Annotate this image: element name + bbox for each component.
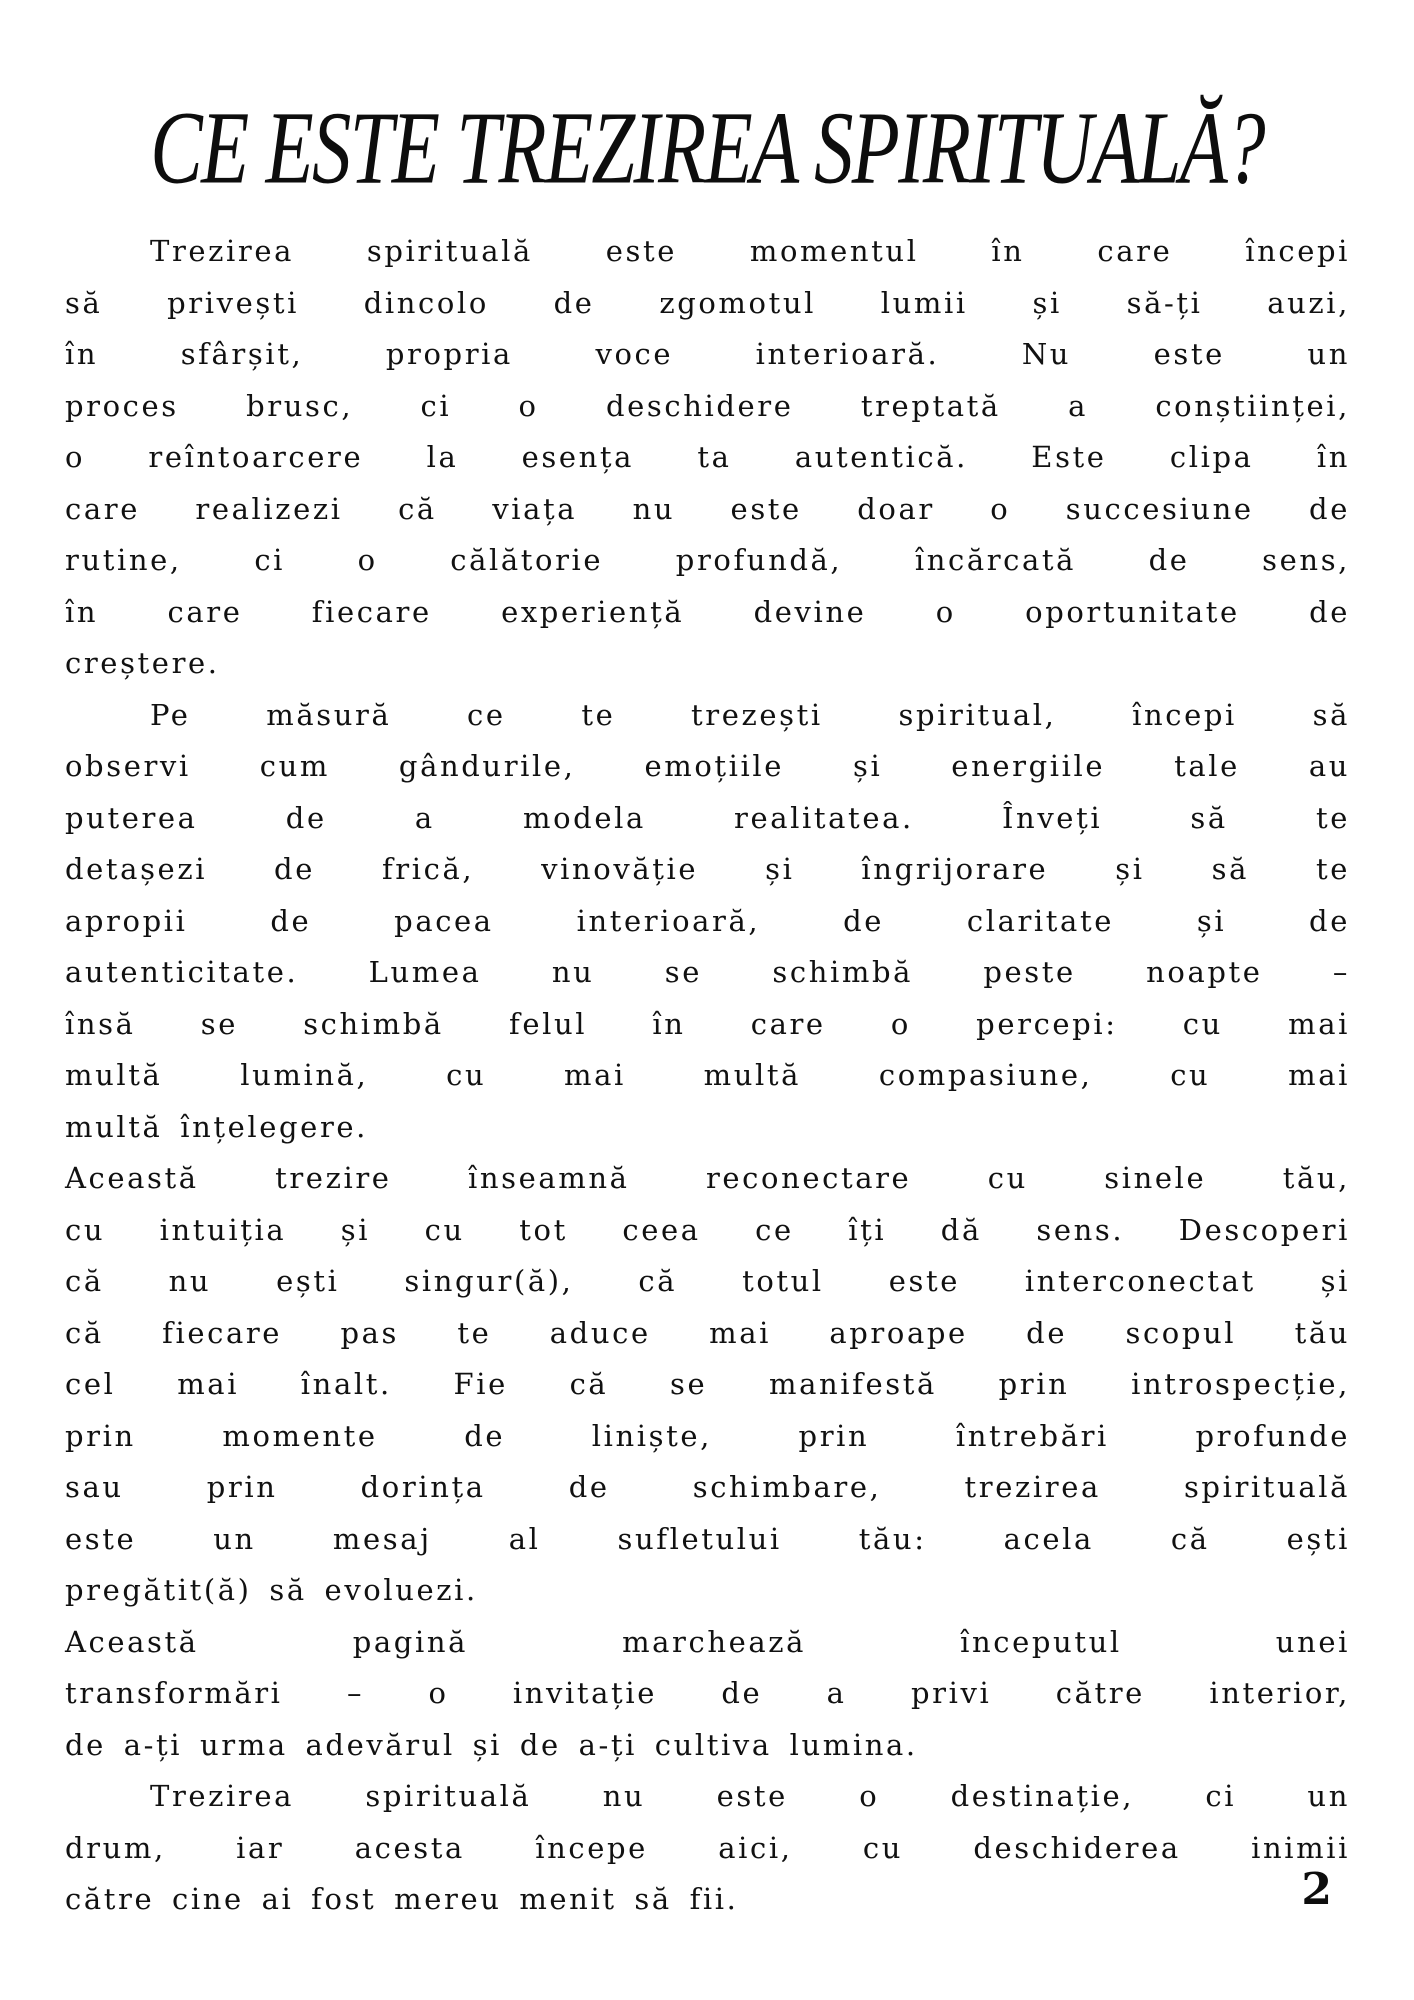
page-number: 2	[1301, 1864, 1332, 1915]
text-line: multă lumină, cu mai multă compasiune, cu mai	[65, 1058, 1350, 1092]
text-line: pregătit(ă) să evoluezi.	[65, 1573, 478, 1607]
text-line: prin momente de liniște, prin întrebări profunde	[65, 1418, 1350, 1453]
text-line: Trezirea spirituală este momentul în care începi	[150, 234, 1350, 268]
text-line: detașezi de frică, vinovăție și îngrijorare și să te	[65, 852, 1350, 886]
text-line: în sfârșit, propria voce interioară. Nu este un	[65, 337, 1350, 371]
text-line: transformări – o invitație de a privi către interior,	[65, 1676, 1350, 1710]
text-line: drum, iar acesta începe aici, cu deschiderea inimii	[65, 1830, 1350, 1865]
text-line: autenticitate. Lumea nu se schimbă peste noapte –	[65, 955, 1350, 989]
text-line: este un mesaj al sufletului tău: acela că ești	[65, 1521, 1350, 1556]
text-line: că nu ești singur(ă), că totul este interconectat și	[65, 1264, 1350, 1298]
text-line: o reîntoarcere la esența ta autentică. Este clipa în	[65, 440, 1350, 474]
paragraph	[65, 1771, 1350, 1926]
text-line: să privești dincolo de zgomotul lumii și să-ți auzi,	[65, 285, 1350, 320]
text-line: către cine ai fost mereu menit să fii.	[65, 1882, 739, 1916]
text-line: Această trezire înseamnă reconectare cu sinele tău,	[65, 1161, 1350, 1195]
text-line: de a-ți urma adevărul și de a-ți cultiva lumina.	[65, 1727, 918, 1762]
paragraph	[65, 1617, 1350, 1772]
text-line: Această pagină marchează începutul unei	[65, 1624, 1350, 1659]
paragraph	[65, 226, 1350, 690]
title-container	[0, 89, 1414, 206]
body-text	[65, 226, 1350, 1926]
text-line: puterea de a modela realitatea. Înveți să te	[65, 800, 1350, 835]
text-line: apropii de pacea interioară, de claritate și de	[65, 903, 1350, 938]
text-line: creștere.	[65, 646, 220, 680]
text-line: Trezirea spirituală nu este o destinație, ci un	[150, 1779, 1350, 1813]
text-line: însă se schimbă felul în care o percepi: cu mai	[65, 1006, 1350, 1041]
text-line: în care fiecare experiență devine o oportunitate de	[65, 594, 1350, 629]
text-line: care realizezi că viața nu este doar o succesiune de	[65, 491, 1350, 526]
page-title: CE ESTE TREZIREA SPIRITUALĂ?	[150, 89, 1264, 206]
text-line: cel mai înalt. Fie că se manifestă prin introspecție,	[65, 1367, 1350, 1401]
text-line: cu intuiția și cu tot ceea ce îți dă sens. Descoperi	[65, 1212, 1350, 1247]
paragraph	[65, 1153, 1350, 1617]
paragraph	[65, 690, 1350, 1154]
text-line: multă înțelegere.	[65, 1109, 368, 1144]
text-line: Pe măsură ce te trezești spiritual, începi să	[150, 697, 1350, 732]
text-line: că fiecare pas te aduce mai aproape de scopul tău	[65, 1315, 1350, 1350]
text-line: observi cum gândurile, emoțiile și energiile tale au	[65, 749, 1350, 783]
text-line: rutine, ci o călătorie profundă, încărcată de sens,	[65, 543, 1350, 577]
text-line: sau prin dorința de schimbare, trezirea spirituală	[65, 1470, 1350, 1504]
text-line: proces brusc, ci o deschidere treptată a conștiinței,	[65, 388, 1350, 423]
